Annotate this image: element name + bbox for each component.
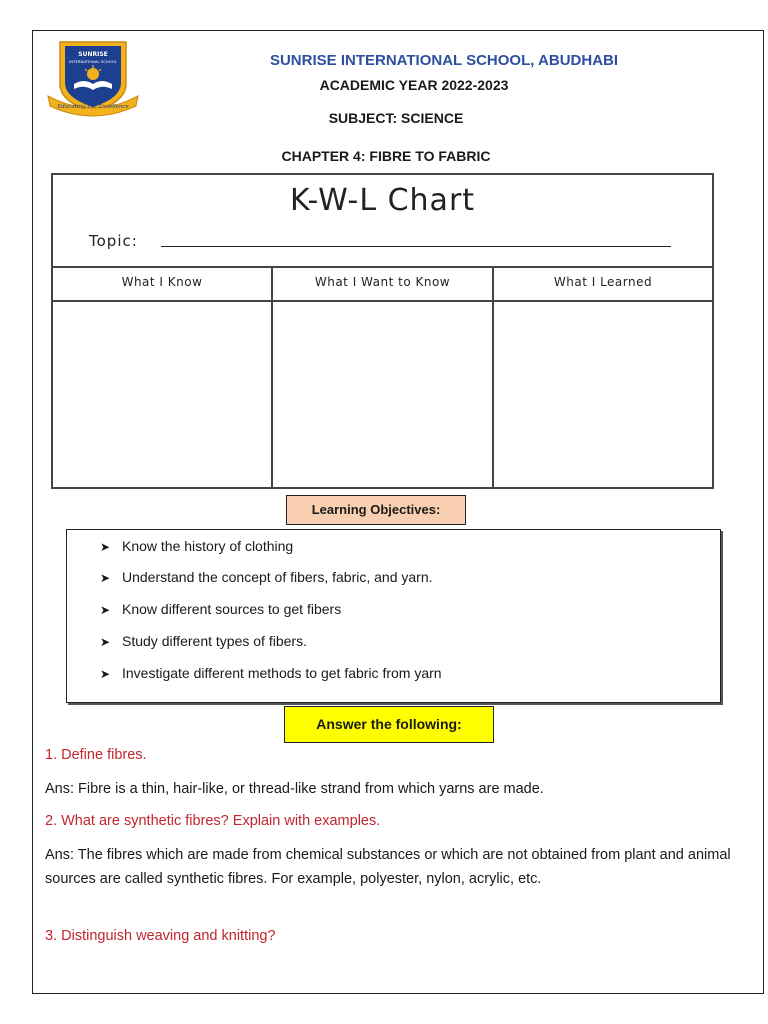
arrow-bullet-icon: ➤ bbox=[100, 635, 111, 649]
svg-text:Educating For Excellence: Educating For Excellence bbox=[57, 104, 129, 110]
answer-section-label: Answer the following: bbox=[284, 706, 494, 743]
kwl-column-divider bbox=[492, 266, 494, 487]
learning-objectives-label: Learning Objectives: bbox=[286, 495, 466, 525]
academic-year: ACADEMIC YEAR 2022-2023 bbox=[319, 77, 509, 93]
svg-text:SUNRISE: SUNRISE bbox=[78, 51, 108, 58]
svg-text:INTERNATIONAL SCHOOL: INTERNATIONAL SCHOOL bbox=[69, 59, 117, 64]
arrow-bullet-icon: ➤ bbox=[100, 603, 111, 617]
chapter-title: CHAPTER 4: FIBRE TO FABRIC bbox=[281, 148, 491, 164]
arrow-bullet-icon: ➤ bbox=[100, 571, 111, 585]
kwl-topic-line bbox=[161, 246, 671, 247]
kwl-column-want: What I Want to Know bbox=[314, 275, 451, 289]
kwl-topic-label: Topic: bbox=[89, 232, 138, 250]
question-1: 1. Define fibres. bbox=[45, 747, 147, 763]
objective-item: ➤ Investigate different methods to get fabric from yarn bbox=[100, 665, 442, 681]
kwl-chart bbox=[51, 173, 714, 489]
arrow-bullet-icon: ➤ bbox=[100, 667, 111, 681]
answer-2: Ans: The fibres which are made from chemical substances or which are not obtained from plant and animal sources are called synthetic fibres. For example, polyester, nylon, acrylic, etc. bbox=[45, 847, 731, 887]
question-2: 2. What are synthetic fibres? Explain with examples. bbox=[45, 813, 381, 829]
question-3: 3. Distinguish weaving and knitting? bbox=[45, 928, 276, 944]
objective-item: ➤ Understand the concept of fibers, fabric, and yarn. bbox=[100, 569, 433, 585]
kwl-column-learned: What I Learned bbox=[553, 275, 653, 289]
school-name: SUNRISE INTERNATIONAL SCHOOL, ABUDHABI bbox=[269, 52, 619, 69]
kwl-title: K-W-L Chart bbox=[289, 183, 476, 218]
answer-1: Ans: Fibre is a thin, hair-like, or thread-like strand from which yarns are made. bbox=[45, 781, 544, 797]
objective-item: ➤ Know the history of clothing bbox=[100, 538, 294, 554]
arrow-bullet-icon: ➤ bbox=[100, 540, 111, 554]
objective-item: ➤ Study different types of fibers. bbox=[100, 633, 307, 649]
kwl-column-divider bbox=[271, 266, 273, 487]
subject-title: SUBJECT: SCIENCE bbox=[328, 110, 464, 126]
objective-item: ➤ Know different sources to get fibers bbox=[100, 601, 342, 617]
kwl-column-know: What I Know bbox=[121, 275, 203, 289]
